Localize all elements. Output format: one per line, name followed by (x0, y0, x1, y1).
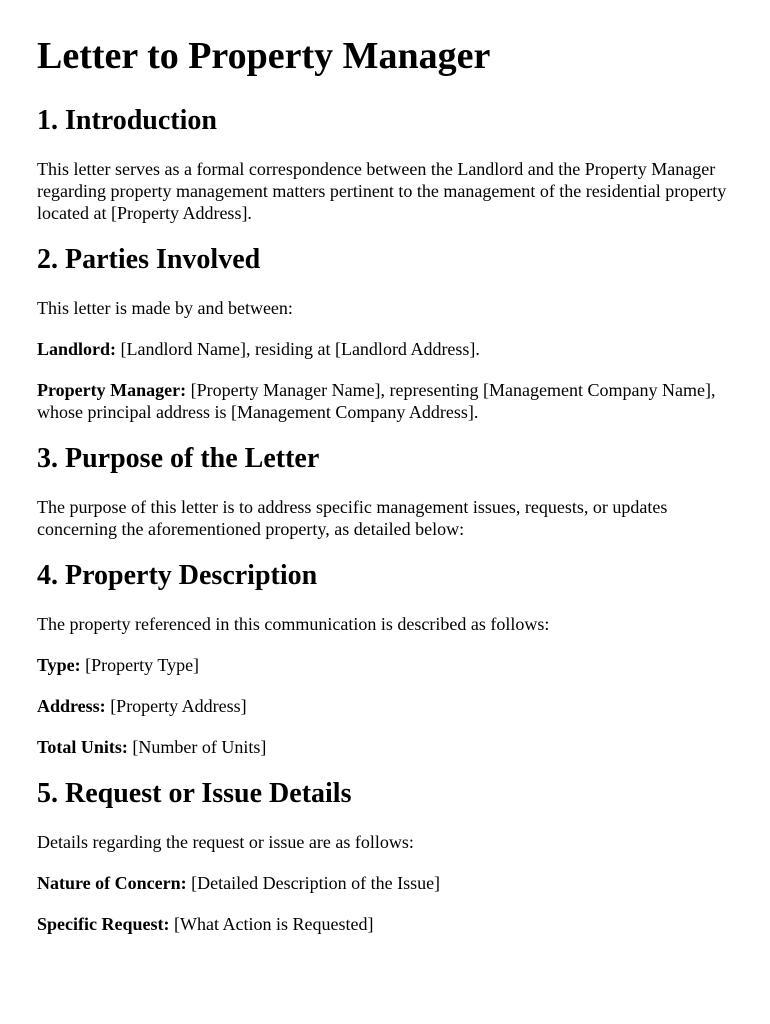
document-title: Letter to Property Manager (37, 35, 491, 77)
field-value: [Number of Units] (127, 737, 267, 757)
section-paragraph: This letter serves as a formal correspondence between the Landlord and the Property Manager regarding property management matters pertinent to the management of the residential property located at [Property Address]. (37, 159, 727, 223)
address-line (37, 695, 730, 717)
field-label: Specific Request: (37, 914, 170, 934)
section-heading: 1. Introduction (37, 105, 217, 136)
section-purpose (37, 442, 730, 540)
field-label: Landlord: (37, 339, 117, 359)
field-label: Address: (37, 696, 106, 716)
concern-line (37, 872, 730, 894)
section-heading: 3. Purpose of the Letter (37, 443, 320, 474)
section-parties (37, 243, 730, 423)
section-heading: 5. Request or Issue Details (37, 778, 352, 809)
section-introduction (37, 104, 730, 224)
section-paragraph: The property referenced in this communication is described as follows: (37, 614, 550, 634)
units-line (37, 736, 730, 758)
section-paragraph: This letter is made by and between: (37, 298, 293, 318)
specific-request-line (37, 913, 730, 935)
section-property-description (37, 559, 730, 758)
field-value: [Property Manager Name], representing [Management Company Name], whose principal address is [Management Company Address]. (37, 380, 716, 422)
field-value: [Property Address] (105, 696, 247, 716)
section-paragraph: Details regarding the request or issue are as follows: (37, 832, 414, 852)
section-heading: 2. Parties Involved (37, 244, 261, 275)
field-label: Nature of Concern: (37, 873, 187, 893)
manager-line (37, 379, 730, 423)
type-line (37, 654, 730, 676)
field-label: Property Manager: (37, 380, 187, 400)
field-label: Total Units: (37, 737, 128, 757)
field-value: [What Action is Requested] (169, 914, 374, 934)
field-value: [Landlord Name], residing at [Landlord Address]. (116, 339, 480, 359)
section-request-details (37, 777, 730, 935)
section-heading: 4. Property Description (37, 560, 318, 591)
landlord-line (37, 338, 730, 360)
field-label: Type: (37, 655, 81, 675)
field-value: [Property Type] (80, 655, 200, 675)
field-value: [Detailed Description of the Issue] (186, 873, 441, 893)
section-paragraph: The purpose of this letter is to address specific management issues, requests, or updates concerning the aforementioned property, as detailed below: (37, 497, 668, 539)
